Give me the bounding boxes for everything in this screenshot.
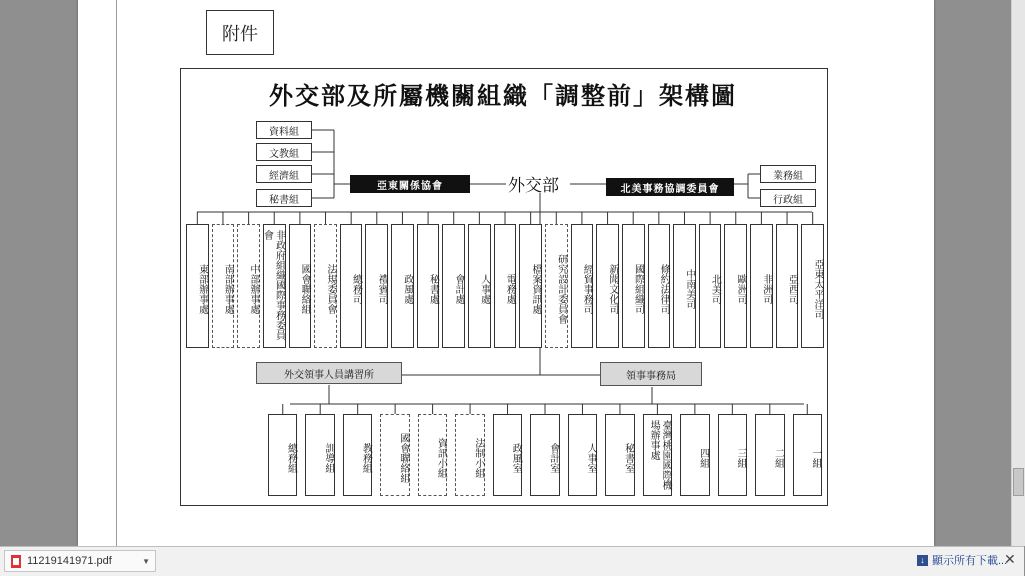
download-item[interactable] (4, 550, 156, 572)
right-group-box: 業務組 (760, 165, 816, 183)
unit-box: 北美司 (699, 224, 722, 348)
unit-box: 政風處 (391, 224, 414, 348)
sub-unit-box: 二組 (755, 414, 784, 496)
unit-box: 非政府組織國際事務委員會 (263, 224, 286, 348)
show-all-downloads-link[interactable] (917, 552, 1007, 568)
sub-unit-box: 資訊小組 (418, 414, 447, 496)
sub-unit-box: 會計室 (530, 414, 559, 496)
left-group-box: 文教組 (256, 143, 312, 161)
right-committee-box: 北美事務協調委員會 (606, 178, 734, 196)
unit-box: 中部辦事處 (237, 224, 260, 348)
unit-box: 法規委員會 (314, 224, 337, 348)
chevron-down-icon[interactable]: ▼ (142, 556, 150, 566)
unit-box: 條約法律司 (648, 224, 671, 348)
unit-box: 歐洲司 (724, 224, 747, 348)
unit-box: 研究設計委員會 (545, 224, 568, 348)
sub-unit-box: 總務組 (268, 414, 297, 496)
sub-unit-box: 人事室 (568, 414, 597, 496)
unit-box: 亞西司 (776, 224, 799, 348)
scrollbar-thumb[interactable] (1013, 468, 1024, 496)
sub-unit-box: 法制小組 (455, 414, 484, 496)
sub-unit-box: 政風室 (493, 414, 522, 496)
unit-box: 禮賓司 (365, 224, 388, 348)
unit-box: 中南美司 (673, 224, 696, 348)
attachment-label: 附件 (206, 10, 274, 55)
sub-unit-box: 三組 (718, 414, 747, 496)
left-committee-box: 亞東關係協會 (350, 175, 470, 193)
sub-unit-box: 教務組 (343, 414, 372, 496)
sub-unit-box: 國會聯絡組 (380, 414, 409, 496)
unit-box: 會計處 (442, 224, 465, 348)
unit-box: 秘書處 (417, 224, 440, 348)
unit-box: 總務司 (340, 224, 363, 348)
unit-box: 東部辦事處 (186, 224, 209, 348)
unit-box: 新聞文化司 (596, 224, 619, 348)
lecture-institute-box: 外交領事人員講習所 (256, 362, 402, 384)
download-file-name: 11219141971.pdf (27, 555, 112, 567)
unit-box: 國會聯絡組 (289, 224, 312, 348)
sub-unit-box: 四組 (680, 414, 709, 496)
pdf-file-icon (11, 555, 21, 568)
unit-box: 經貿事務司 (571, 224, 594, 348)
unit-box: 人事處 (468, 224, 491, 348)
left-group-box: 秘書組 (256, 189, 312, 207)
root-node-label: 外交部 (508, 176, 559, 196)
sub-unit-box: 訓導組 (305, 414, 334, 496)
consular-bureau-box: 領事事務局 (600, 362, 702, 386)
left-group-box: 經濟組 (256, 165, 312, 183)
unit-box: 南部辦事處 (212, 224, 235, 348)
unit-box: 亞東太平洋司 (801, 224, 824, 348)
vertical-scrollbar[interactable] (1011, 0, 1025, 546)
unit-box: 電務處 (494, 224, 517, 348)
download-icon: ↓ (917, 555, 928, 566)
sub-unit-box: 秘書室 (605, 414, 634, 496)
unit-box: 檔案資訊處 (519, 224, 542, 348)
download-bar (0, 546, 1024, 576)
close-icon[interactable]: ✕ (1004, 551, 1016, 567)
chart-title: 外交部及所屬機關組織「調整前」架構圖 (269, 81, 737, 110)
unit-box: 非洲司 (750, 224, 773, 348)
show-all-label: 顯示所有下載... (932, 555, 1008, 567)
unit-box: 國際組織司 (622, 224, 645, 348)
sub-unit-box: 一組 (793, 414, 822, 496)
sub-unit-box: 臺灣桃園國際機場辦事處 (643, 414, 672, 496)
left-group-box: 資料組 (256, 121, 312, 139)
right-group-box: 行政組 (760, 189, 816, 207)
